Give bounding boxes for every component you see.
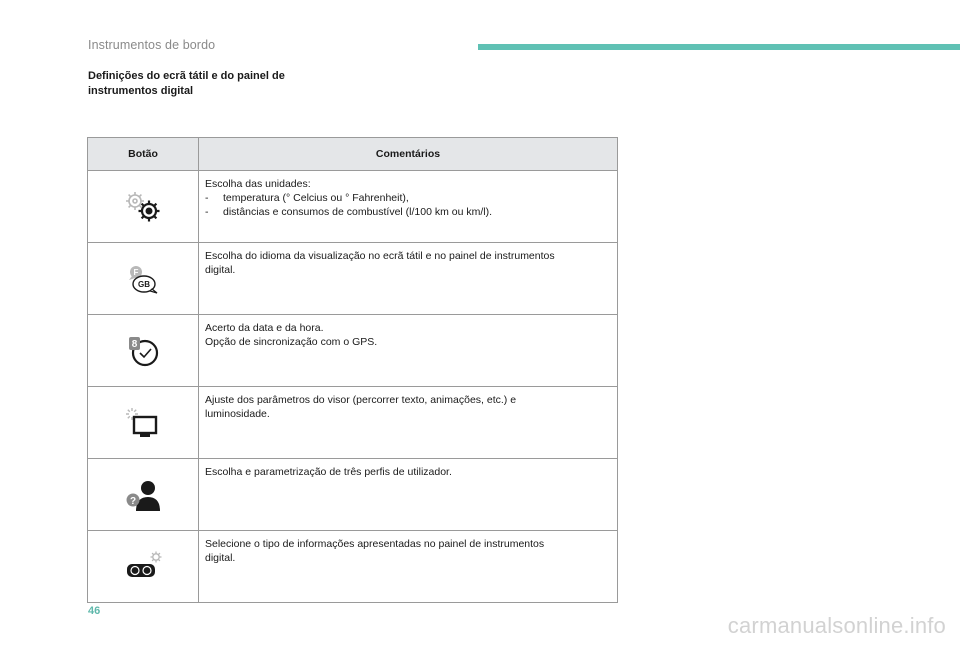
clock-date-icon bbox=[121, 338, 165, 359]
comment-line: Escolha do idioma da visualização no ecrã tátil e no painel de instrumentos bbox=[205, 250, 555, 262]
watermark: carmanualsonline.info bbox=[727, 613, 946, 638]
comment-line: luminosidade. bbox=[205, 408, 270, 420]
bullet-text: distâncias e consumos de combustível (l/100 km ou km/l). bbox=[223, 206, 493, 218]
icon-cell bbox=[88, 459, 199, 531]
comment-cell bbox=[199, 531, 618, 603]
icon-cell bbox=[88, 531, 199, 603]
bullet-item: - distâncias e consumos de combustível (l/100 km ou km/l). bbox=[205, 206, 493, 218]
question-mark: ? bbox=[129, 495, 137, 507]
bubble-label-f: F bbox=[133, 267, 139, 277]
comment-cell bbox=[199, 459, 618, 531]
header-accent-bar bbox=[478, 44, 960, 50]
comment-line: digital. bbox=[205, 552, 236, 564]
comment-cell bbox=[199, 315, 618, 387]
comment-line: Acerto da data e da hora. bbox=[205, 322, 324, 334]
table-row bbox=[88, 459, 618, 531]
icon-cell bbox=[88, 387, 199, 459]
comment-line: Selecione o tipo de informações apresentadas no painel de instrumentos bbox=[205, 538, 545, 550]
user-profile-icon bbox=[121, 486, 165, 507]
section-title: Instrumentos de bordo bbox=[88, 38, 216, 52]
instrument-panel-icon bbox=[121, 558, 165, 575]
display-brightness-icon bbox=[121, 414, 165, 431]
table-row bbox=[88, 243, 618, 315]
comment-line: Escolha e parametrização de três perfis de utilizador. bbox=[205, 466, 452, 478]
heading-line-2: instrumentos digital bbox=[88, 85, 194, 97]
column-header-button: Botão bbox=[88, 138, 199, 171]
icon-cell bbox=[88, 243, 199, 315]
settings-table bbox=[87, 137, 618, 603]
bubble-label-gb: GB bbox=[138, 279, 150, 289]
table-header-row bbox=[88, 138, 618, 171]
table-row bbox=[88, 315, 618, 387]
comment-cell bbox=[199, 387, 618, 459]
page-number: 46 bbox=[88, 605, 101, 617]
language-bubbles-icon bbox=[121, 267, 165, 289]
comment-cell bbox=[199, 243, 618, 315]
page-heading bbox=[88, 69, 328, 99]
icon-cell bbox=[88, 315, 199, 387]
comment-line: Ajuste dos parâmetros do visor (percorrer texto, animações, etc.) e bbox=[205, 394, 517, 406]
bullet-text: temperatura (° Celcius ou ° Fahrenheit), bbox=[223, 192, 409, 204]
heading-line-1: Definições do ecrã tátil e do painel de bbox=[88, 70, 285, 82]
comment-line: Opção de sincronização com o GPS. bbox=[205, 336, 378, 348]
table-row bbox=[88, 531, 618, 603]
icon-cell bbox=[88, 171, 199, 243]
calendar-digit: 8 bbox=[131, 338, 138, 350]
comment-cell bbox=[199, 171, 618, 243]
bullet-item: - temperatura (° Celcius ou ° Fahrenheit), bbox=[205, 192, 409, 204]
comment-line: Escolha das unidades: bbox=[205, 178, 311, 190]
comment-line: digital. bbox=[205, 264, 236, 276]
gears-units-icon bbox=[121, 198, 165, 215]
table-row bbox=[88, 387, 618, 459]
table-row bbox=[88, 171, 618, 243]
column-header-comments: Comentários bbox=[199, 138, 618, 171]
